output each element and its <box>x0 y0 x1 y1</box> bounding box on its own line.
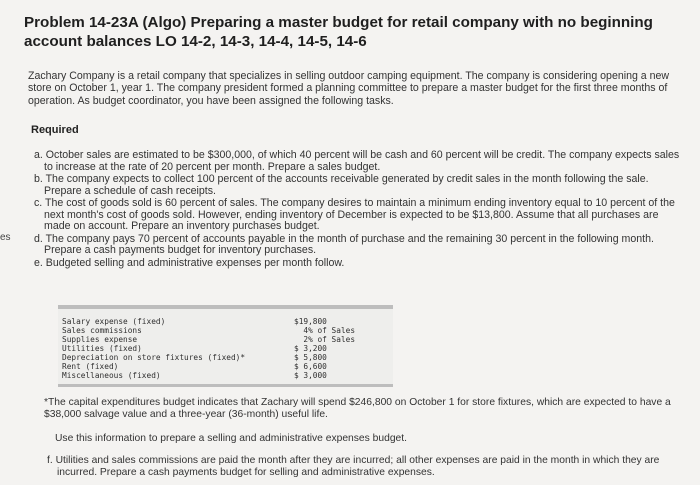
use-info-instruction: Use this information to prepare a selling and administrative expenses budget. <box>55 433 408 444</box>
expense-amount: 4% of Sales <box>294 326 356 335</box>
expense-item: Rent (fixed) <box>62 362 119 371</box>
table-row <box>62 353 390 362</box>
expense-table <box>58 305 393 387</box>
expense-amount: $ 3,000 <box>294 371 327 380</box>
required-item-c: c. The cost of goods sold is 60 percent of sales. The company desires to maintain a minimum ending inventory equal to 10 percent of the next month's cost of goods sold. However, ending inventory of December is expected to be $13,800. Assume that all purchases are made on account. Prepare an inventory purchases budget. <box>34 196 675 233</box>
expense-amount: $ 5,800 <box>294 353 327 362</box>
required-item-d: d. The company pays 70 percent of accounts payable in the month of purchase and the remaining 30 percent in the following month. Prepare a cash payments budget for inventory purchases. <box>34 232 654 257</box>
expense-item: Sales commissions <box>62 326 142 335</box>
table-row <box>62 326 390 335</box>
table-row <box>62 335 390 344</box>
required-heading: Required <box>31 124 79 136</box>
table-row <box>62 344 390 353</box>
expense-amount: $ 3,200 <box>294 344 327 353</box>
required-item-a: a. October sales are estimated to be $300,000, of which 40 percent will be cash and 60 percent will be credit. The company expects sales to increase at the rate of 20 percent per month. Prepare a sales budget. <box>34 149 680 173</box>
table-row <box>62 362 390 371</box>
expense-item: Miscellaneous (fixed) <box>62 371 161 380</box>
expense-item: Utilities (fixed) <box>62 344 142 353</box>
expense-item: Depreciation on store fixtures (fixed)* <box>62 353 246 362</box>
table-row <box>62 371 390 380</box>
expense-amount: $ 6,600 <box>294 362 327 371</box>
required-item-e: e. Budgeted selling and administrative expenses per month follow. <box>34 256 345 269</box>
problem-intro: Zachary Company is a retail company that specializes in selling outdoor camping equipment. The company is considering opening a new store on October 1, year 1. The company president formed a planning committee to prepare a master budget for the first three months of operation. As budget coordinator, you have been assigned the following tasks. <box>28 70 670 107</box>
required-item-f: f. Utilities and sales commissions are paid the month after they are incurred; all other expenses are paid in the month in which they are incurred. Prepare a cash payments budget for selling and administrative expenses. <box>47 455 660 478</box>
expense-item: Salary expense (fixed) <box>62 317 166 326</box>
expense-amount: $19,800 <box>294 317 327 326</box>
problem-title: Problem 14-23A (Algo) Preparing a master budget for retail company with no beginning account balances LO 14-2, 14-3, 14-4, 14-5, 14-6 <box>24 14 653 50</box>
required-list <box>34 150 684 270</box>
table-row <box>62 317 390 326</box>
cropped-margin-text: es <box>0 232 11 243</box>
required-item-b: b. The company expects to collect 100 percent of the accounts receivable generated by credit sales in the month following the sale. Prepare a schedule of cash receipts. <box>34 172 649 197</box>
expense-amount: 2% of Sales <box>294 335 356 344</box>
capital-expenditure-footnote: *The capital expenditures budget indicates that Zachary will spend $246,800 on October 1 for store fixtures, which are expected to have a $38,000 salvage value and a three-year (36-month) useful life. <box>44 397 671 420</box>
expense-item: Supplies expense <box>62 335 138 344</box>
